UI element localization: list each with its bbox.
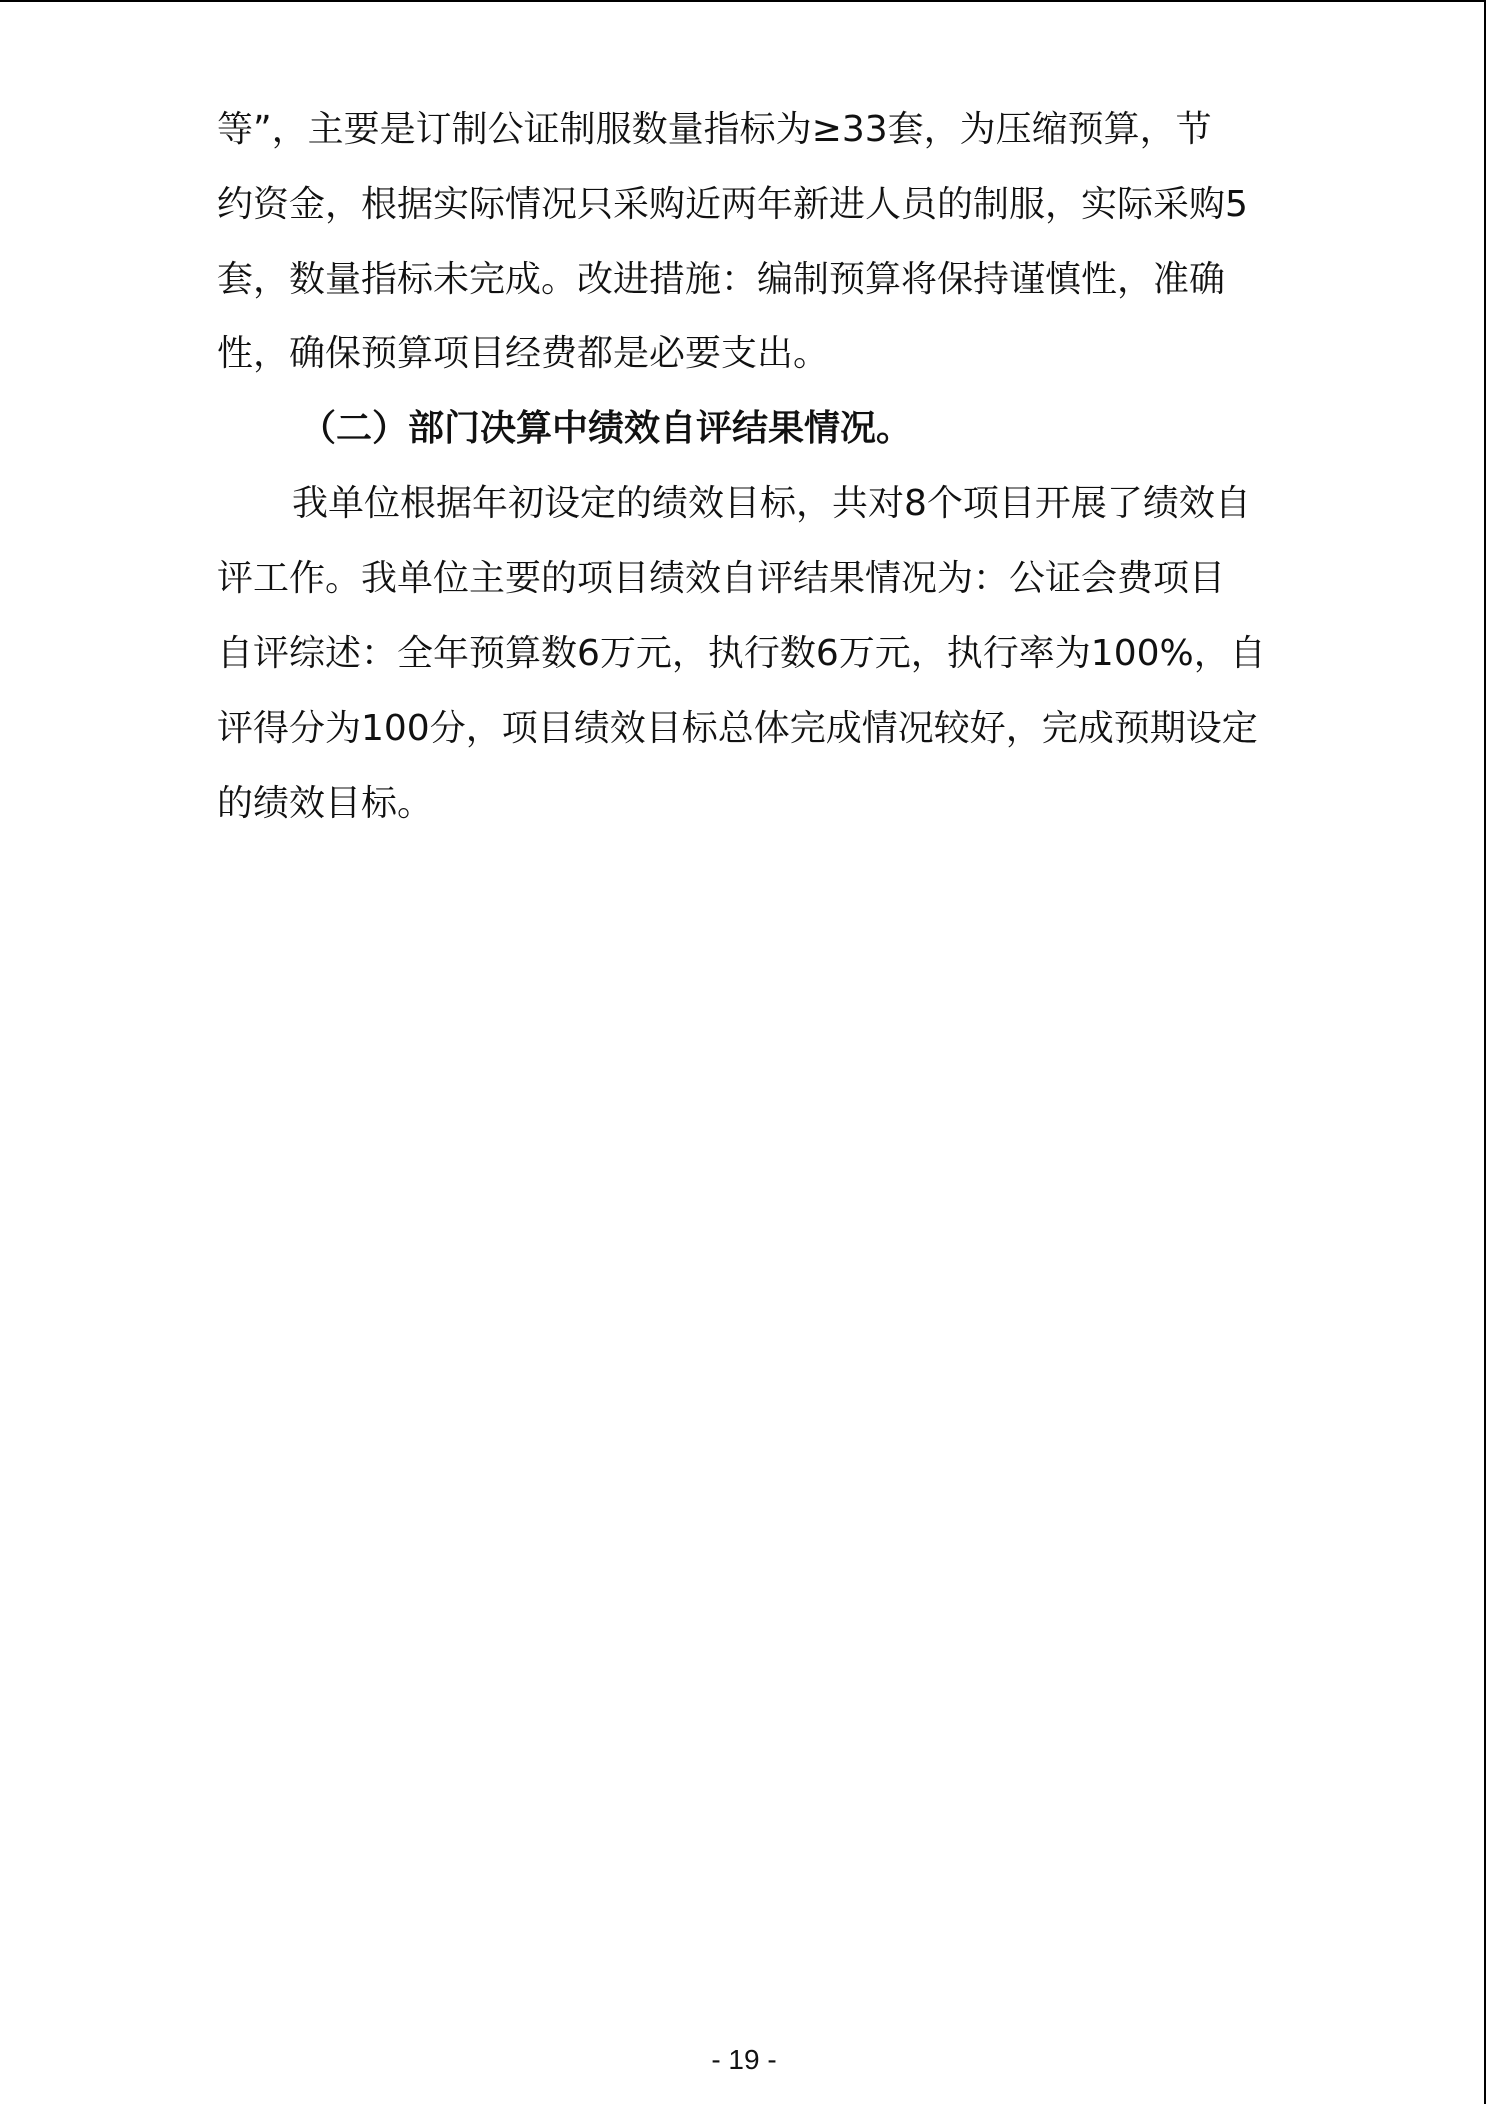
paragraph-line: 评得分为100分，项目绩效目标总体完成情况较好，完成预期设定 bbox=[217, 708, 1258, 749]
paragraph-line: 性，确保预算项目经费都是必要支出。 bbox=[217, 333, 830, 374]
section-heading: （二）部门决算中绩效自评结果情况。 bbox=[300, 408, 913, 449]
page-number: - 19 - bbox=[711, 2044, 777, 2075]
paragraph-line: 的绩效目标。 bbox=[217, 783, 434, 824]
paragraph-line: 自评综述：全年预算数6万元，执行数6万元，执行率为100%，自 bbox=[217, 633, 1266, 674]
paragraph-line: 我单位根据年初设定的绩效目标，共对8个项目开展了绩效自 bbox=[292, 483, 1251, 524]
paragraph-line: 评工作。我单位主要的项目绩效自评结果情况为：公证会费项目 bbox=[217, 558, 1226, 599]
paragraph-line: 套，数量指标未完成。改进措施：编制预算将保持谨慎性，准确 bbox=[217, 259, 1226, 300]
paragraph-line: 等”，主要是订制公证制服数量指标为≥33套，为压缩预算，节 bbox=[217, 109, 1212, 150]
paragraph-line: 约资金，根据实际情况只采购近两年新进人员的制服，实际采购5 bbox=[217, 184, 1248, 225]
